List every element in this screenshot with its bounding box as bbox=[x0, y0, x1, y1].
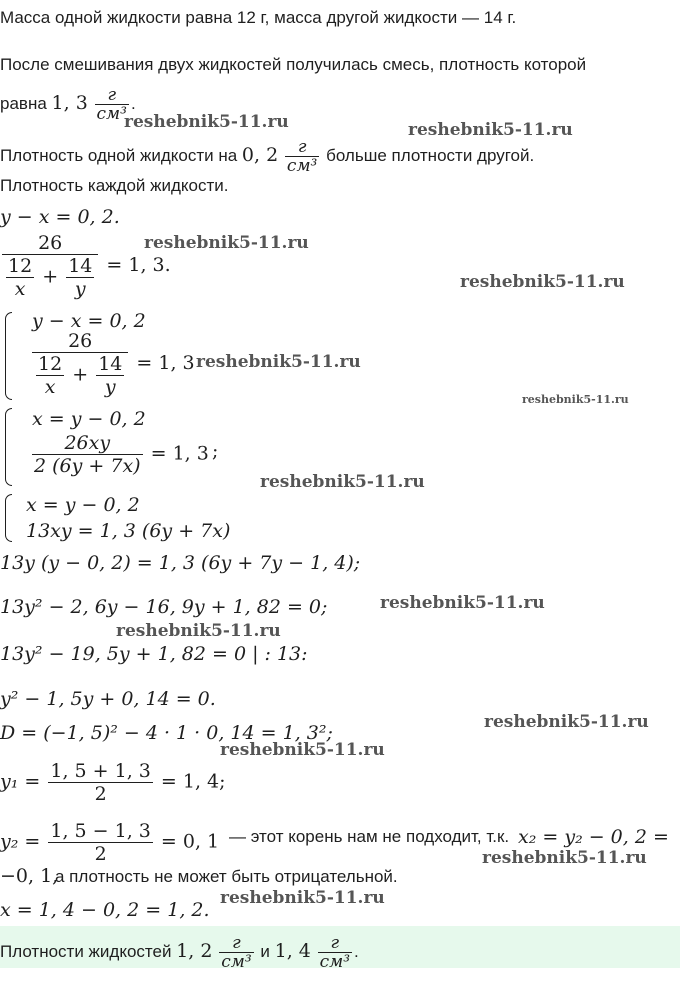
system-1-row-2: 26 $\frac{12}{x}$ + $\frac{14}{y}$ = 1, 3 bbox=[30, 330, 195, 398]
system-brace-2 bbox=[5, 408, 12, 486]
equation-8: x = 1, 4 − 0, 2 = 1, 2. bbox=[0, 899, 210, 921]
system-2-tail: ; bbox=[212, 440, 219, 462]
watermark: reshebnik5-11.ru bbox=[484, 712, 649, 732]
problem-line-5: Плотность каждой жидкости. bbox=[0, 176, 229, 195]
problem-line-4: Плотность одной жидкости на 0, 2 $\frac{г}{\text{см³}}$ больше плотности другой. bbox=[0, 137, 535, 176]
watermark: reshebnik5-11.ru bbox=[408, 120, 573, 140]
watermark: reshebnik5-11.ru bbox=[522, 393, 629, 406]
equation-6: y² − 1, 5y + 0, 14 = 0. bbox=[0, 688, 216, 710]
watermark: reshebnik5-11.ru bbox=[220, 740, 385, 760]
system-1-row-1: y − x = 0, 2 bbox=[32, 310, 146, 332]
answer-line: Плотности жидкостей 1, 2 $\frac{г}{\text{см³}}$ и 1, 4 $\frac{г}{\text{см³}}$ . bbox=[0, 933, 359, 972]
equation-5: 13y² − 19, 5y + 1, 82 = 0 | : 13: bbox=[0, 643, 308, 665]
watermark: reshebnik5-11.ru bbox=[260, 472, 425, 492]
equation-3: 13y (y − 0, 2) = 1, 3 (6y + 7y − 1, 4); bbox=[0, 552, 361, 574]
watermark: reshebnik5-11.ru bbox=[144, 233, 309, 253]
equation-2: 26 $\frac{12}{x}$ + $\frac{14}{y}$ = 1, 3. bbox=[0, 232, 171, 300]
root-2-comment: — этот корень нам не подходит, т.к. bbox=[229, 827, 510, 846]
equation-1: y − x = 0, 2. bbox=[0, 206, 120, 228]
watermark: reshebnik5-11.ru bbox=[116, 621, 281, 641]
root-2-continuation-text: а плотность не может быть отрицательной. bbox=[55, 867, 398, 886]
root-1: y₁ = $\frac{1, 5 + 1, 3}{2}$ = 1, 4; bbox=[0, 760, 226, 805]
system-2-row-2: $\frac{26xy}{2 (6y + 7x)}$ = 1, 3 bbox=[34, 432, 209, 477]
system-2-row-1: x = y − 0, 2 bbox=[32, 408, 146, 430]
equation-7: D = (−1, 5)² − 4 · 1 · 0, 14 = 1, 3²; bbox=[0, 722, 333, 744]
watermark: reshebnik5-11.ru bbox=[482, 848, 647, 868]
system-3-row-1: x = y − 0, 2 bbox=[26, 494, 140, 516]
watermark: reshebnik5-11.ru bbox=[380, 593, 545, 613]
watermark: reshebnik5-11.ru bbox=[460, 272, 625, 292]
root-2-continuation-value: −0, 1, bbox=[0, 865, 59, 887]
system-3-row-2: 13xy = 1, 3 (6y + 7x) bbox=[26, 520, 231, 542]
system-brace-1 bbox=[5, 312, 12, 400]
problem-line-3: равна 1, 3 $\frac{г}{\text{см³}}$ . bbox=[0, 85, 136, 124]
watermark: reshebnik5-11.ru bbox=[220, 888, 385, 908]
root-2: y₂ = $\frac{1, 5 - 1, 3}{2}$ = 0, 1 bbox=[0, 820, 220, 865]
watermark: reshebnik5-11.ru bbox=[196, 352, 361, 372]
watermark: reshebnik5-11.ru bbox=[124, 112, 289, 132]
equation-4: 13y² − 2, 6y − 16, 9y + 1, 82 = 0; bbox=[0, 596, 328, 618]
root-2-expression: x₂ = y₂ − 0, 2 = bbox=[518, 826, 669, 848]
problem-line-2: После смешивания двух жидкостей получилась смесь, плотность которой bbox=[0, 55, 587, 74]
system-brace-3 bbox=[5, 494, 12, 542]
problem-line-1: Масса одной жидкости равна 12 г, масса другой жидкости — 14 г. bbox=[0, 8, 517, 27]
